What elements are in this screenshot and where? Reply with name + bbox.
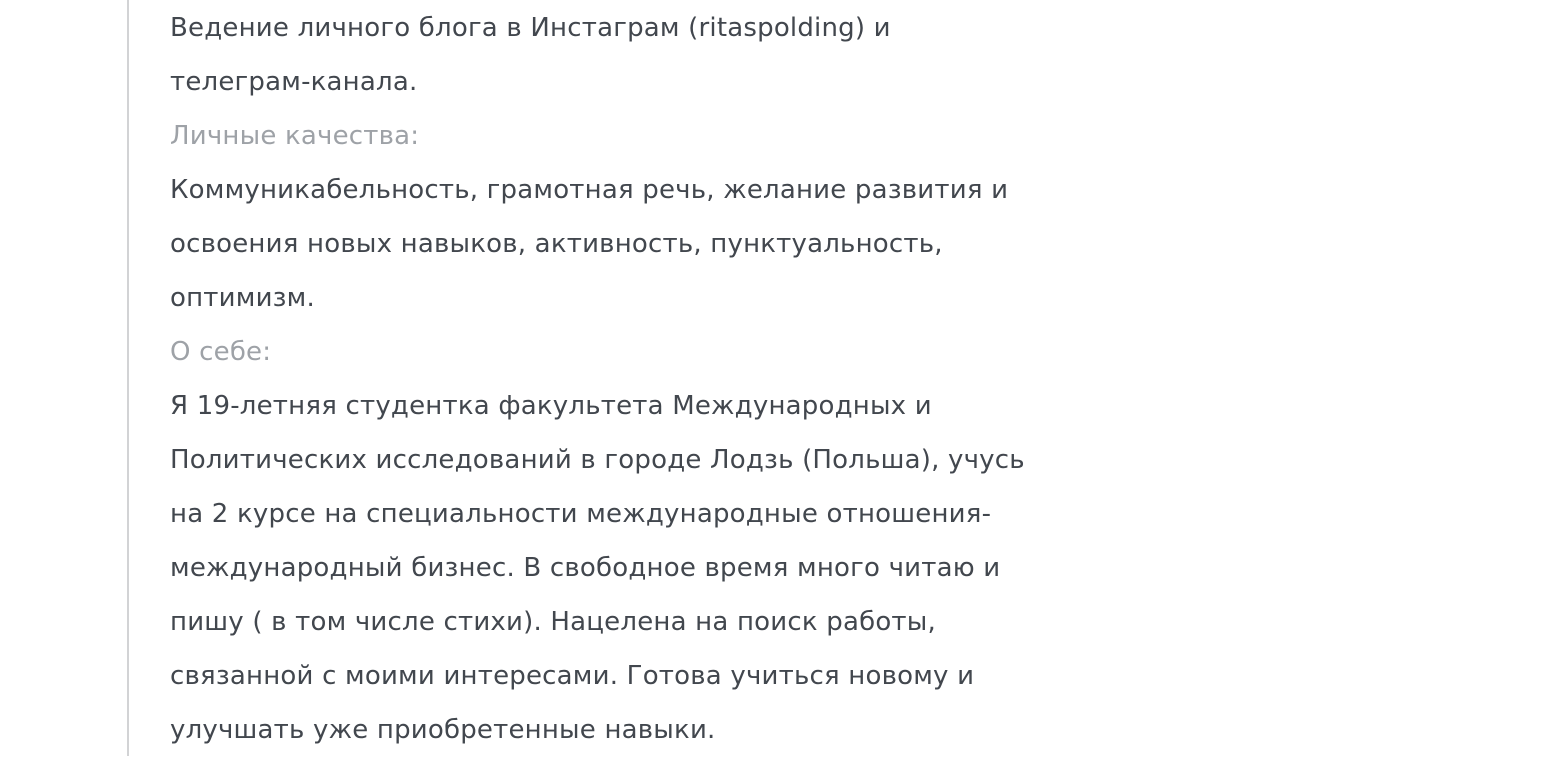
about-me-label: О себе: <box>170 337 272 367</box>
about-me-line: Я 19-летняя студентка факультета Международных и <box>170 391 932 421</box>
about-me-line: связанной с моими интересами. Готова учиться новому и <box>170 661 975 691</box>
resume-text-section <box>170 1 1090 757</box>
blog-paragraph-line: телеграм-канала. <box>170 67 418 97</box>
about-me-line: улучшать уже приобретенные навыки. <box>170 715 716 745</box>
personal-qualities-line: оптимизм. <box>170 283 315 313</box>
about-me-line: Политических исследований в городе Лодзь (Польша), учусь <box>170 445 1025 475</box>
personal-qualities-line: освоения новых навыков, активность, пунктуальность, <box>170 229 943 259</box>
personal-qualities-line: Коммуникабельность, грамотная речь, желание развития и <box>170 175 1009 205</box>
about-me-line: на 2 курсе на специальности международные отношения- <box>170 499 992 529</box>
about-me-line: международный бизнес. В свободное время много читаю и <box>170 553 1001 583</box>
blog-paragraph-line: Ведение личного блога в Инстаграм (ritaspolding) и <box>170 13 891 43</box>
about-me-line: пишу ( в том числе стихи). Нацелена на поиск работы, <box>170 607 936 637</box>
left-section-divider <box>127 0 129 756</box>
personal-qualities-label: Личные качества: <box>170 121 420 151</box>
